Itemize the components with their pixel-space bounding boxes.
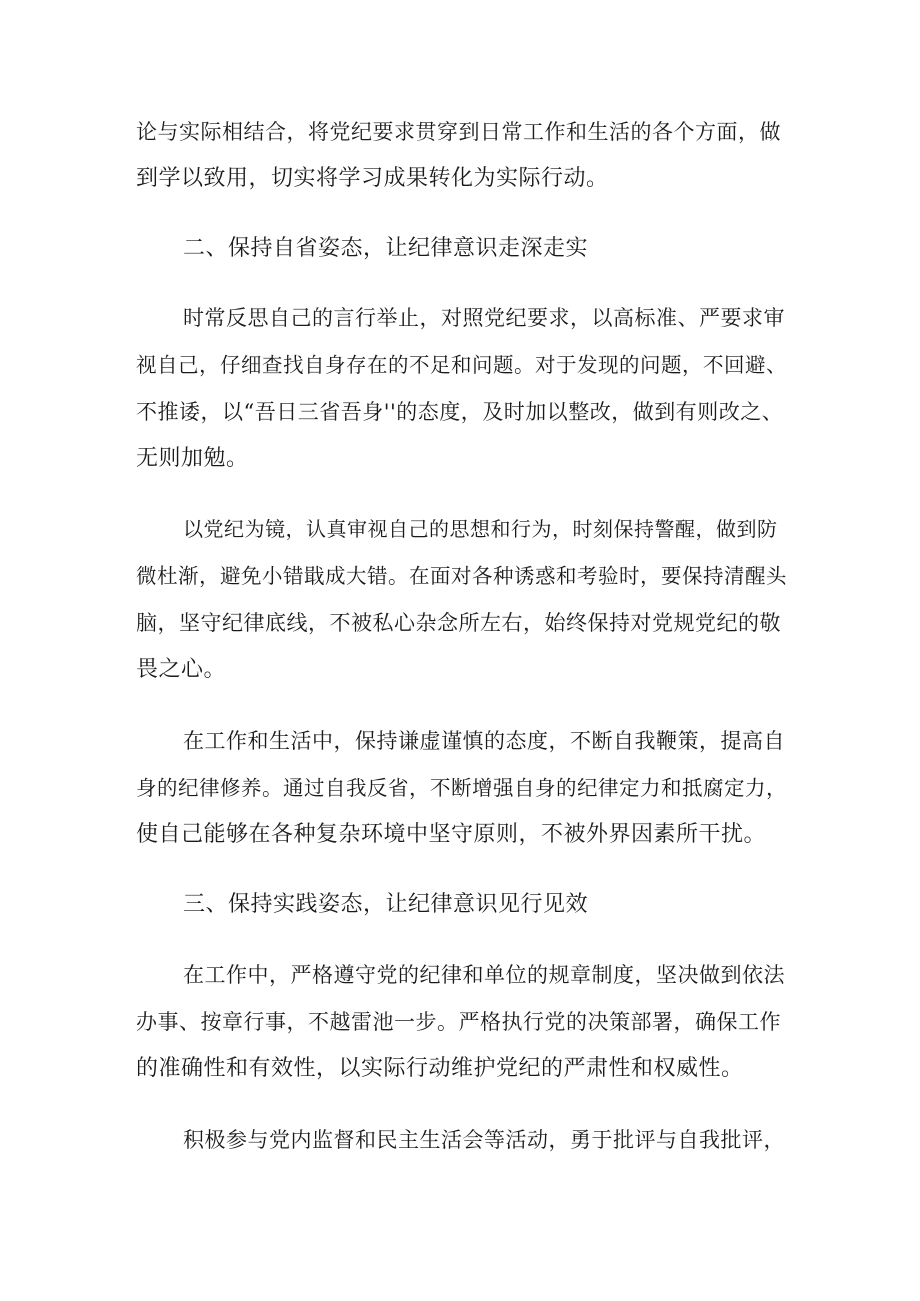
text-line: 论与实际相结合，将党纪要求贯穿到日常工作和生活的各个方面，做 — [136, 120, 781, 144]
section-heading: 二、保持自省姿态，让纪律意识走深走实 — [183, 236, 589, 261]
text-line: 视自己，仔细查找自身存在的不足和问题。对于发现的问题，不回避、 — [136, 353, 787, 377]
text-line: 到学以致用，切实将学习成果转化为实际行动。 — [136, 166, 609, 191]
text-line: 办事、按章行事，不越雷池一步。严格执行党的决策部署，确保工作 — [136, 1010, 781, 1034]
text-line: 以党纪为镜，认真审视自己的思想和行为，时刻保持警醒，做到防 — [183, 517, 778, 541]
text-line: 无则加勉。 — [136, 446, 249, 471]
text-line: 在工作和生活中，保持谦虚谨慎的态度，不断自我鞭策，提高自 — [183, 729, 785, 753]
text-line: 的准确性和有效性，以实际行动维护党纪的严肃性和权威性。 — [136, 1056, 744, 1081]
text-line: 不推诿，以“吾日三省吾身''的态度，及时加以整改，做到有则改之、 — [136, 400, 784, 424]
text-line: 微杜渐，避免小错戢成大错。在面对各种诱惑和考验时，要保持清醒头 — [136, 564, 787, 588]
text-line: 积极参与党内监督和民主生活会等活动，勇于批评与自我批评， — [183, 1128, 785, 1152]
text-line: 身的纪律修养。通过自我反省，不断增强自身的纪律定力和抵腐定力， — [136, 776, 787, 800]
text-line: 时常反思自己的言行举止，对照党纪要求，以高标准、严要求审 — [183, 306, 785, 330]
section-heading: 三、保持实践姿态，让纪律意识见行见效 — [183, 892, 589, 917]
text-line: 脑，坚守纪律底线，不被私心杂念所左右，始终保持对党规党纪的敬 — [136, 611, 781, 635]
text-line: 使自己能够在各种复杂环境中坚守原则，不被外界因素所干扰。 — [136, 822, 767, 847]
text-line: 在工作中，严格遵守党的纪律和单位的规章制度，坚决做到依法 — [183, 963, 785, 987]
text-line: 畏之心。 — [136, 657, 227, 682]
